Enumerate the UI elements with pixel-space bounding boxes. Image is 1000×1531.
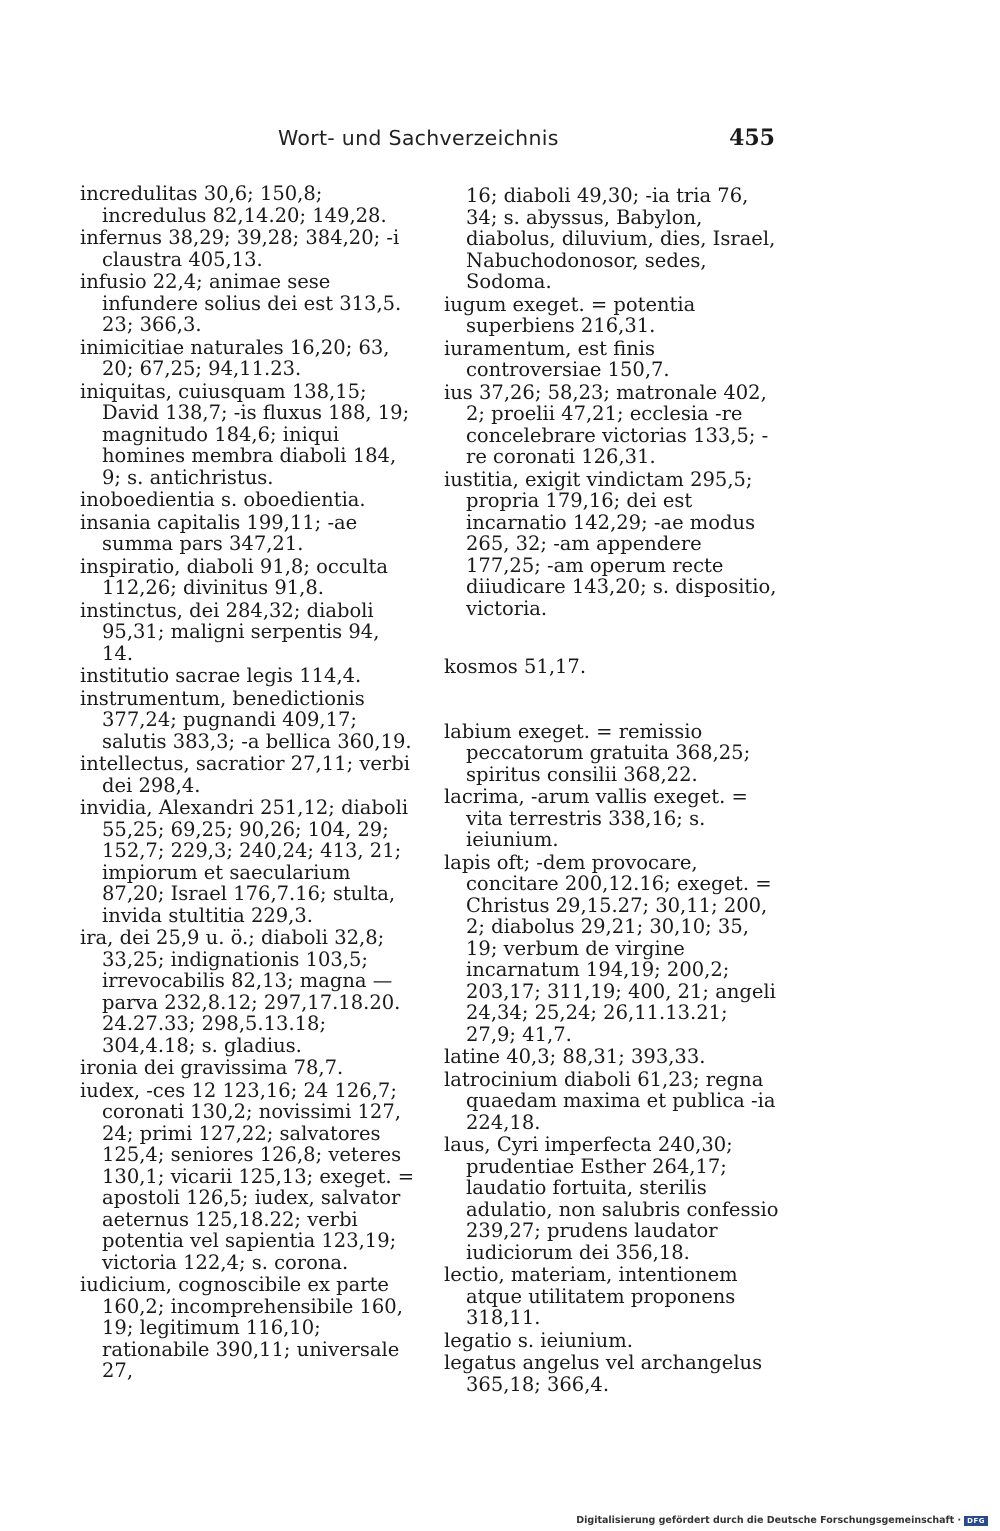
index-entry: iugum exeget. = potentia superbiens 216,31.	[444, 292, 696, 337]
index-entry: 16; diaboli 49,30; -ia tria 76, 34; s. abyssus, Babylon, diabolus, diluvium, dies, Israel, Nabuchodonosor, sedes, Sodoma.	[466, 184, 776, 293]
index-entry: inimicitiae naturales 16,20; 63, 20; 67,25; 94,11.23.	[80, 335, 390, 380]
index-entry: institutio sacrae legis 114,4.	[80, 664, 362, 687]
index-entry: iuramentum, est finis controversiae 150,7.	[444, 336, 670, 381]
index-entry: iudex, -ces 12 123,16; 24 126,7; coronati 130,2; novissimi 127, 24; primi 127,22; salvatores 125,4; seniores 126,8; veteres 130,1; vicarii 125,13; exeget. = apostoli 126,5; iudex, salvator aeternus 125,18.22; verbi potentia vel sapientia 123,19; victoria 122,4; s. corona.	[80, 1078, 415, 1274]
index-entry: ius 37,26; 58,23; matronale 402, 2; proelii 47,21; ecclesia -re concelebrare victorias 133,5; -re coronati 126,31.	[444, 380, 769, 468]
index-entry: ira, dei 25,9 u. ö.; diaboli 32,8; 33,25; indignationis 103,5; irrevocabilis 82,13; magna — parva 232,8.12; 297,17.18.20. 24.27.33; 298,5.13.18; 304,4.18; s. gladius.	[80, 926, 401, 1057]
index-entry: lacrima, -arum vallis exeget. = vita terrestris 338,16; s. ieiunium.	[444, 785, 748, 851]
index-entry: latine 40,3; 88,31; 393,33.	[444, 1045, 706, 1068]
credit-text: Digitalisierung gefördert durch die Deutsche Forschungsgemeinschaft ·	[576, 1515, 962, 1526]
index-entry: infernus 38,29; 39,28; 384,20; -i claustra 405,13.	[80, 226, 400, 271]
dfg-logo: DFG	[964, 1516, 988, 1526]
index-entry: ironia dei gravissima 78,7.	[80, 1056, 344, 1079]
index-entry: invidia, Alexandri 251,12; diaboli 55,25; 69,25; 90,26; 104, 29; 152,7; 229,3; 240,24; 413, 21; impiorum et saecularium 87,20; Israel 176,7.16; stulta, invida stultitia 229,3.	[80, 796, 409, 927]
page-number: 455	[729, 125, 775, 151]
index-entry: iustitia, exigit vindictam 295,5; propria 179,16; dei est incarnatio 142,29; -ae modus 265, 32; -am appendere 177,25; -am operum recte diiudicare 143,20; s. dispositio, victoria.	[444, 467, 777, 620]
index-entry: inspiratio, diaboli 91,8; occulta 112,26; divinitus 91,8.	[80, 554, 388, 599]
index-entry: iudicium, cognoscibile ex parte 160,2; incomprehensibile 160, 19; legitimum 116,10; rationabile 390,11; universale 27,	[80, 1273, 403, 1382]
index-entry: latrocinium diaboli 61,23; regna quaedam maxima et publica -ia 224,18.	[444, 1067, 776, 1134]
index-entry: lectio, materiam, intentionem atque utilitatem proponens 318,11.	[444, 1263, 738, 1329]
index-entry: insania capitalis 199,11; -ae summa pars 347,21.	[80, 510, 358, 555]
index-entry: instrumentum, benedictionis 377,24; pugnandi 409,17; salutis 383,3; -a bellica 360,19.	[80, 686, 412, 753]
index-entry: legatus angelus vel archangelus 365,18; 366,4.	[444, 1351, 763, 1396]
section-gap	[444, 620, 779, 656]
index-entry: inoboedientia s. oboedientia.	[80, 488, 366, 511]
index-column-right	[444, 185, 779, 1396]
index-entry: intellectus, sacratior 27,11; verbi dei 298,4.	[80, 752, 410, 797]
index-entry: legatio s. ieiunium.	[444, 1328, 633, 1352]
section-gap	[444, 679, 779, 721]
digitization-credit	[576, 1515, 988, 1526]
index-entry: infusio 22,4; animae sese infundere solius dei est 313,5. 23; 366,3.	[80, 270, 402, 336]
index-entry: kosmos 51,17.	[444, 655, 587, 678]
index-entry: iniquitas, cuiusquam 138,15; David 138,7; -is fluxus 188, 19; magnitudo 184,6; iniqui homines membra diaboli 184, 9; s. antichristus.	[80, 379, 410, 489]
page-header	[80, 126, 775, 156]
index-entry: laus, Cyri imperfecta 240,30; prudentiae Esther 264,17; laudatio fortuita, sterilis adulatio, non salubris confessio 239,27; prudens laudator iudiciorum dei 356,18.	[444, 1133, 779, 1264]
index-entry: lapis oft; -dem provocare, concitare 200,12.16; exeget. = Christus 29,15.27; 30,11; 200, 2; diabolus 29,21; 30,10; 35, 19; verbum de virgine incarnatum 194,19; 200,2; 203,17; 311,19; 400, 21; angeli 24,34; 25,24; 26,11.13.21; 27,9; 41,7.	[444, 850, 776, 1046]
index-entry: instinctus, dei 284,32; diaboli 95,31; maligni serpentis 94, 14.	[80, 598, 380, 665]
index-entry: labium exeget. = remissio peccatorum gratuita 368,25; spiritus consilii 368,22.	[444, 719, 751, 786]
index-entry: incredulitas 30,6; 150,8; incredulus 82,14.20; 149,28.	[80, 182, 387, 227]
index-column-left	[80, 183, 415, 1383]
running-title: Wort- und Sachverzeichnis	[278, 126, 559, 150]
